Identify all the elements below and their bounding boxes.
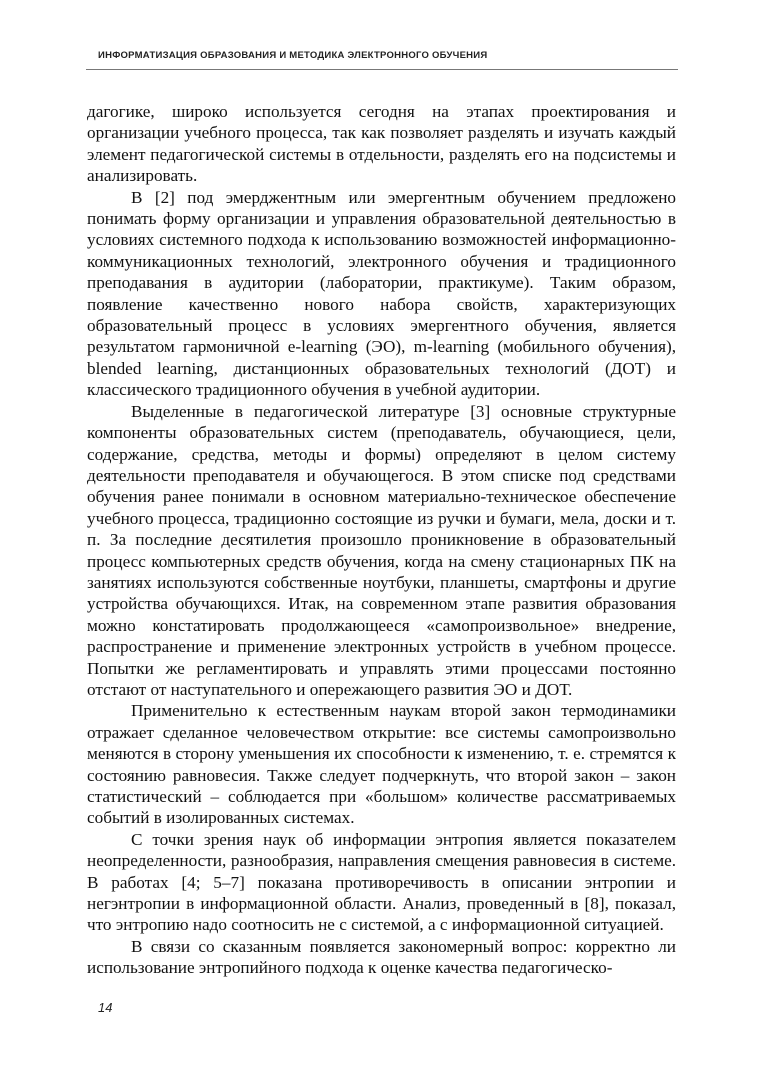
paragraph-structural-components: Выделенные в педагогической литературе [3] основные структурные компоненты образовательных систем (преподаватель, обучающиеся, цели, содержание, средства, методы и формы) определяют в целом систему деятельности преподавателя и обучающегося. В этом списке под средствами обучения ранее понимали в основном материально-техническое обеспечение учебного процесса, традиционно состоящие из ручки и бумаги, мела, доски и т. п. За последние десятилетия произошло проникновение в образовательный процесс компьютерных средств обучения, когда на смену стационарных ПК на занятиях используются собственные ноутбуки, планшеты, смартфоны и другие устройства обучающихся. Итак, на современном этапе развития образования можно констатировать продолжающееся «самопроизвольное» внедрение, распространение и применение электронных устройств в учебном процессе. Попытки же регламентировать и управлять этими процессами постоянно отстают от наступательного и опережающего развития ЭО и ДОТ.: [87, 401, 676, 699]
header-rule: [86, 69, 678, 70]
paragraph-question: В связи со сказанным появляется закономерный вопрос: корректно ли использование энтропийного подхода к оценке качества педагогическо-: [87, 936, 676, 978]
paragraph-thermodynamics: Применительно к естественным наукам второй закон термодинамики отражает сделанное человечеством открытие: все системы самопроизвольно меняются в сторону уменьшения их способности к изменению, т. е. стремятся к состоянию равновесия. Также следует подчеркнуть, что второй закон – закон статистический – соблюдается при «большом» количестве рассматриваемых событий в изолированных системах.: [87, 701, 676, 828]
paragraph-continuation: дагогике, широко используется сегодня на этапах проектирования и организации учебного процесса, так как позволяет разделять и изучать каждый элемент педагогической системы в отдельности, разделять его на подсистемы и анализировать.: [87, 102, 676, 186]
running-header: ИНФОРМАТИЗАЦИЯ ОБРАЗОВАНИЯ И МЕТОДИКА ЭЛЕКТРОННОГО ОБУЧЕНИЯ: [98, 50, 488, 61]
paragraph-entropy: С точки зрения наук об информации энтропия является показателем неопределенности, разнообразия, направления смещения равновесия в системе. В работах [4; 5–7] показана противоречивость в описании энтропии и негэнтропии в информационной области. Анализ, проведенный в [8], показал, что энтропию надо соотносить не с системой, а с информационной ситуацией.: [87, 829, 676, 935]
paragraph-emergent-learning: В [2] под эмерджентным или эмергентным обучением предложено понимать форму организации и управления образовательной деятельностью в условиях системного подхода к использованию возможностей информационно-коммуникационных технологий, электронного обучения и традиционного преподавания в аудитории (лаборатории, практикуме). Таким образом, появление качественно нового набора свойств, характеризующих образовательный процесс в условиях эмергентного обучения, является результатом гармоничной e-learning (ЭО), m-learning (мобильного обучения), blended learning, дистанционных образовательных технологий (ДОТ) и классического традиционного обучения в учебной аудитории.: [87, 187, 676, 400]
main-text: [87, 101, 676, 979]
page-number: 14: [98, 1000, 113, 1015]
